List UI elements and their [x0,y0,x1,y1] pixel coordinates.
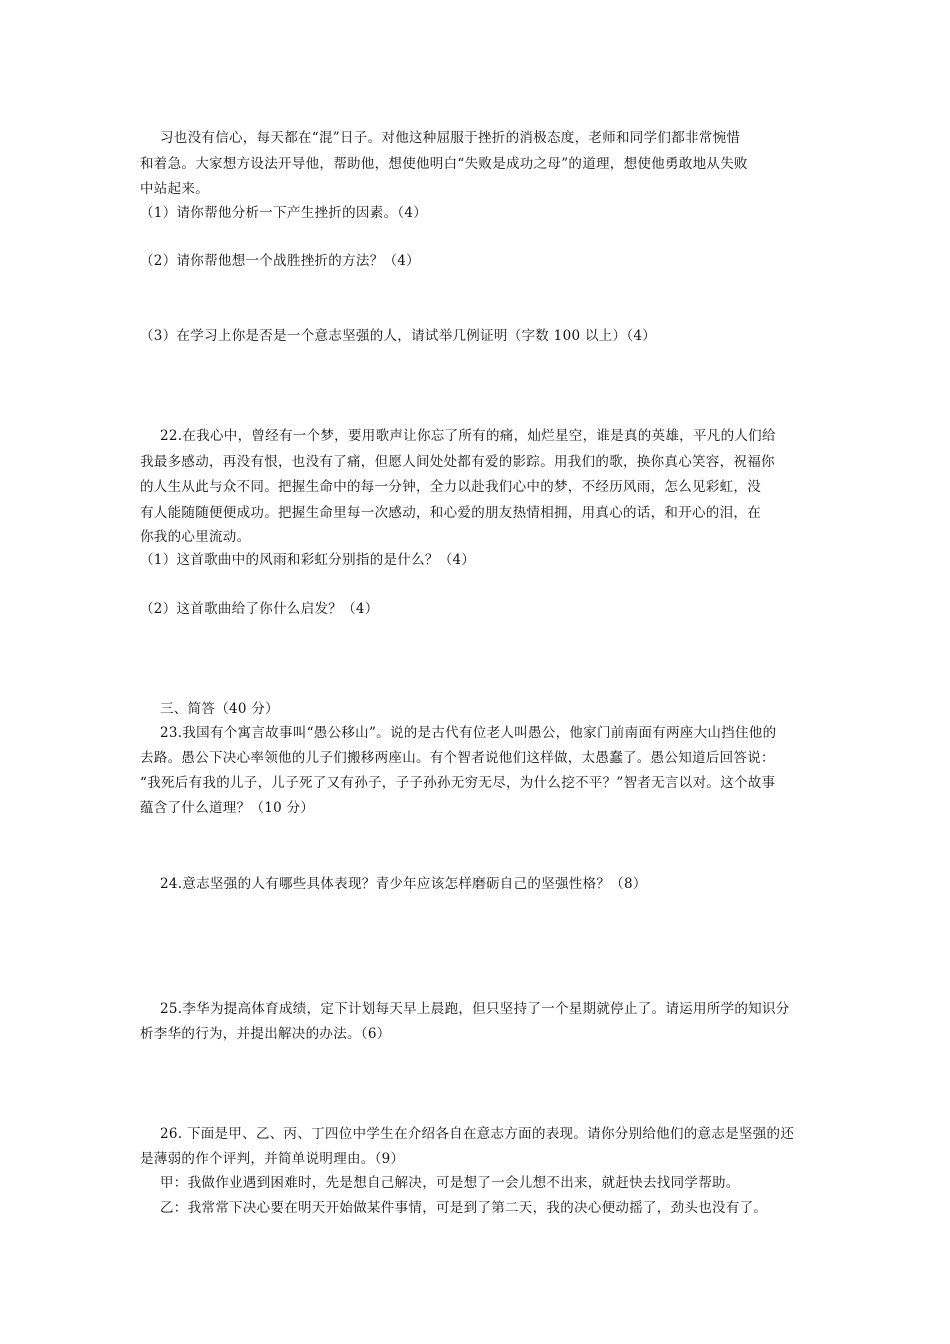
q22-sub-1: （1）这首歌曲中的风雨和彩虹分别指的是什么？（4） [140,552,476,568]
q21-sub-2: （2）请你帮他想一个战胜挫折的方法？（4） [140,253,420,269]
q22-line-3: 的人生从此与众不同。把握生命中的每一分钟，全力以赴我们心中的梦，不经历风雨，怎么见彩虹，没 [140,479,761,495]
intro-line-2: 和着急。大家想方设法开导他，帮助他，想使他明白“失败是成功之母”的道理，想使他勇敢地从失败 [140,156,748,172]
q26-line-1: 26. 下面是甲、乙、丙、丁四位中学生在介绍各自在意志方面的表现。请你分别给他们的意志是坚强的还 [160,1126,795,1142]
q25-line-2: 析李华的行为，并提出解决的办法。（6） [140,1026,391,1042]
q26-statement-yi: 乙：我常常下决心要在明天开始做某件事情，可是到了第二天，我的决心便动摇了，劲头也没有了。 [160,1200,768,1216]
q22-line-2: 我最多感动，再没有恨，也没有了痛，但愿人间处处都有爱的影踪。用我们的歌，换你真心笑容，祝福你 [140,454,775,470]
q26-statement-jia: 甲：我做作业遇到困难时，先是想自己解决，可是想了一会儿想不出来，就赶快去找同学帮助。 [160,1175,740,1191]
q26-line-2: 是薄弱的作个评判，并简单说明理由。（9） [140,1151,405,1167]
q23-line-2: 去路。愚公下决心率领他的儿子们搬移两座山。有个智者说他们这样做，太愚蠢了。愚公知道后回答说： [140,750,775,766]
q21-sub-3: （3）在学习上你是否是一个意志坚强的人，请试举几例证明（字数 100 以上）（4） [140,328,657,344]
q22-line-1: 22.在我心中，曾经有一个梦，要用歌声让你忘了所有的痛，灿烂星空，谁是真的英雄，平凡的人们给 [160,428,776,444]
intro-line-3: 中站起来。 [140,181,209,197]
q25-line-1: 25.李华为提高体育成绩，定下计划每天早上晨跑，但只坚持了一个星期就停止了。请运用所学的知识分 [160,1001,790,1017]
q23-line-1: 23.我国有个寓言故事叫“愚公移山”。说的是古代有位老人叫愚公，他家门前南面有两座大山挡住他的 [160,725,777,741]
intro-line-1: 习也没有信心，每天都在“混”日子。对他这种屈服于挫折的消极态度，老师和同学们都非常惋惜 [160,130,741,146]
section-heading: 三、简答（40 分） [160,701,279,717]
q22-line-4: 有人能随随便便成功。把握生命里每一次感动，和心爱的朋友热情相拥，用真心的话，和开心的泪，在 [140,505,761,521]
q23-line-4: 蕴含了什么道理？（10 分） [140,800,315,816]
q21-sub-1: （1）请你帮他分析一下产生挫折的因素。（4） [140,205,428,221]
q22-sub-2: （2）这首歌曲给了你什么启发？（4） [140,601,379,617]
q22-line-5: 你我的心里流动。 [140,529,251,545]
q23-line-3: “我死后有我的儿子，儿子死了又有孙子，子子孙孙无穷无尽，为什么挖不平？”智者无言以对。这个故事 [140,775,776,791]
q24-line: 24.意志坚强的人有哪些具体表现？青少年应该怎样磨砺自己的坚强性格？（8） [160,876,647,892]
